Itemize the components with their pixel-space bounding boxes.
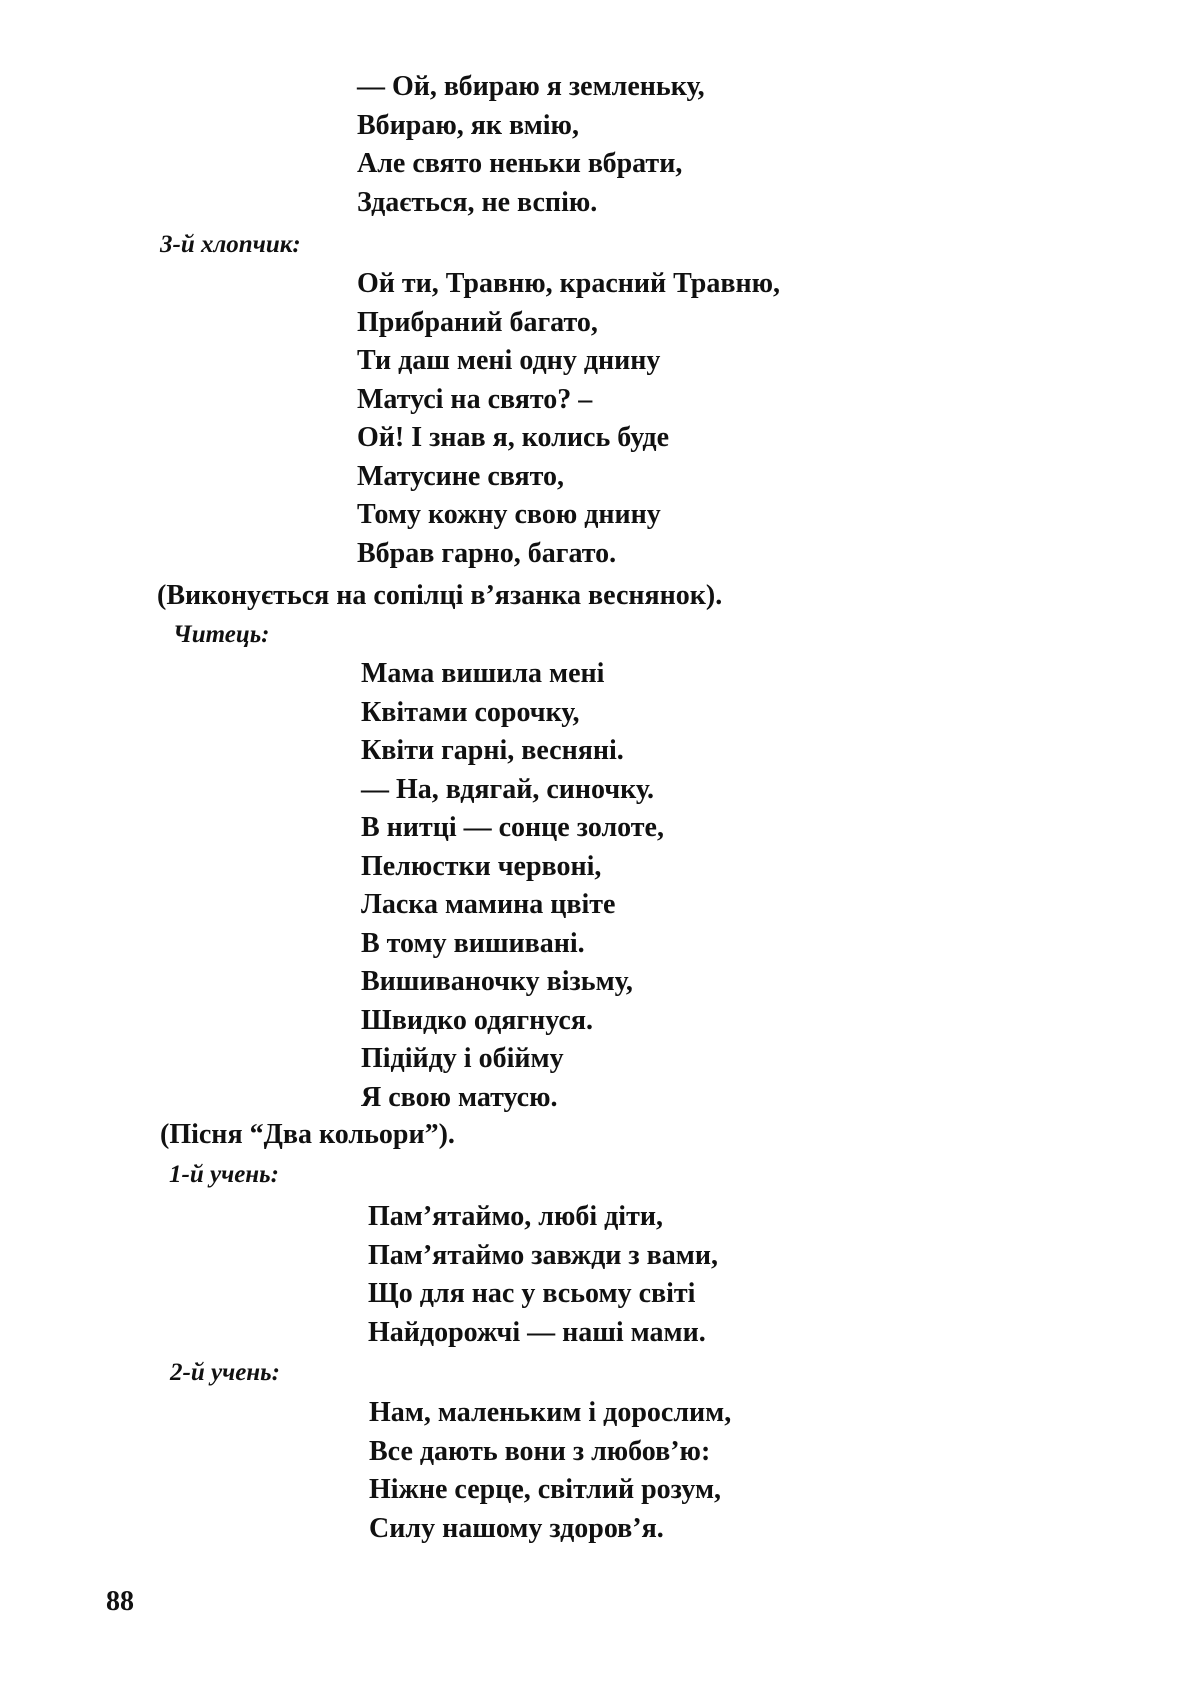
verse-line: Найдорожчі — наші мами. [368, 1316, 706, 1348]
verse-line: В нитці — сонце золоте, [361, 812, 664, 843]
verse-stanza-1 [357, 68, 705, 222]
verse-line: Вбираю, як вмію, [357, 109, 579, 141]
speaker-label: 2-й учень: [170, 1359, 280, 1386]
verse-stanza-2 [357, 265, 780, 573]
verse-line: Силу нашому здоров’я. [369, 1512, 664, 1544]
verse-line: Квітами сорочку, [361, 696, 580, 728]
verse-line: Я свою матусю. [361, 1081, 558, 1113]
verse-line: Прибраний багато, [357, 306, 598, 338]
verse-line: Вбрав гарно, багато. [357, 537, 617, 569]
stage-direction: (Пісня “Два кольори”). [160, 1119, 455, 1150]
speaker-label: 1-й учень: [169, 1161, 279, 1188]
verse-line: Квіти гарні, весняні. [361, 735, 624, 766]
verse-line: Нам, маленьким і дорослим, [369, 1397, 732, 1428]
verse-line: Здається, не вспію. [357, 186, 598, 218]
verse-line: Мама вишила мені [361, 658, 605, 689]
verse-line: Пам’ятаймо, любі діти, [368, 1201, 663, 1232]
verse-line: Ласка мамина цвіте [361, 889, 616, 920]
verse-line: Все дають вони з любов’ю: [369, 1435, 711, 1467]
verse-line: Тому кожну свою днину [357, 499, 661, 530]
speaker-label: Читець: [173, 621, 270, 648]
verse-line: Вишиваночку візьму, [361, 966, 633, 997]
page-number: 88 [106, 1586, 134, 1617]
verse-line: Швидко одягнуся. [361, 1004, 593, 1036]
verse-line: Ти даш мені одну днину [357, 345, 661, 376]
verse-line: — Ой, вбираю я земленьку, [357, 71, 705, 102]
verse-stanza-5 [369, 1394, 731, 1548]
verse-line: В тому вишивані. [361, 927, 585, 959]
verse-line: Матусі на свято? – [357, 383, 593, 415]
verse-stanza-3 [361, 655, 664, 1117]
verse-line: Пам’ятаймо завжди з вами, [368, 1239, 718, 1271]
verse-line: — На, вдягай, синочку. [361, 773, 655, 805]
verse-line: Пелюстки червоні, [361, 850, 602, 882]
verse-line: Підійду і обійму [361, 1043, 564, 1074]
verse-line: Ніжне серце, світлий розум, [369, 1474, 722, 1505]
verse-stanza-4 [368, 1198, 718, 1352]
verse-line: Ой! І знав я, колись буде [357, 422, 670, 453]
stage-direction: (Виконується на сопілці в’язанка веснянок). [157, 580, 723, 611]
verse-line: Що для нас у всьому світі [368, 1278, 696, 1309]
verse-line: Але свято неньки вбрати, [357, 148, 683, 179]
verse-line: Матусине свято, [357, 460, 565, 492]
speaker-label: 3-й хлопчик: [160, 231, 301, 258]
verse-line: Ой ти, Травню, красний Травню, [357, 268, 780, 299]
